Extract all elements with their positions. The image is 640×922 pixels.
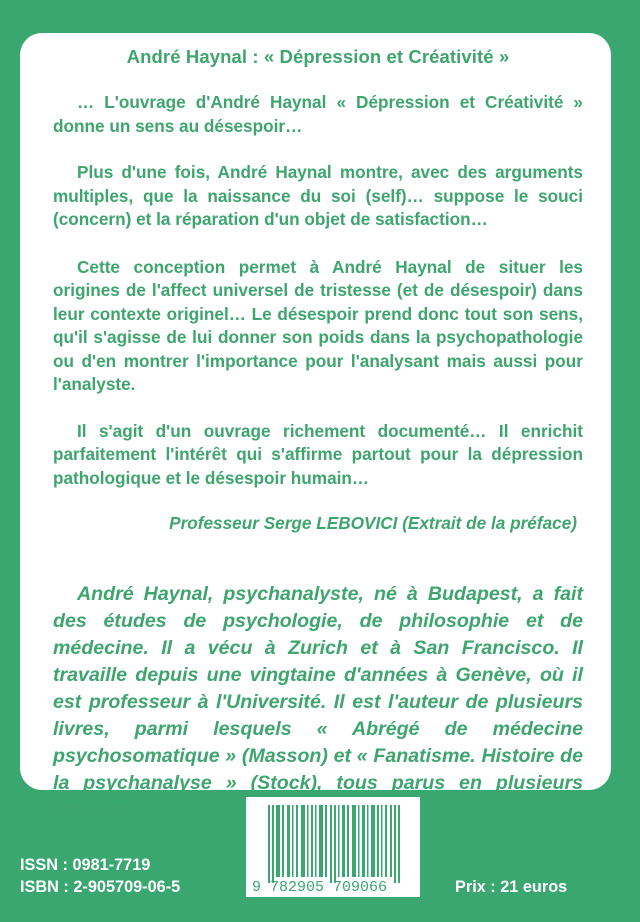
preface-attribution: Professeur Serge LEBOVICI (Extrait de la préface) bbox=[169, 513, 577, 533]
barcode-icon bbox=[246, 797, 420, 897]
review-paragraph-4: Il s'agit d'un ouvrage richement documenté… Il enrichit parfaitement l'intérêt qui s'affirme partout pour la dépression pathologique et le désespoir humain… bbox=[53, 420, 583, 488]
book-title: André Haynal : « Dépression et Créativité » bbox=[126, 46, 510, 67]
ean-barcode bbox=[246, 797, 420, 897]
barcode-digits: 9 782905 709066 bbox=[252, 879, 388, 896]
issn-text: ISSN : 0981-7719 bbox=[20, 856, 151, 874]
review-paragraph-3: Cette conception permet à André Haynal de situer les origines de l'affect universel de tristesse (et de désespoir) dans leur contexte originel… Le désespoir prend donc tout son sens, qu'il s'agisse de lui donner son poids dans la psychopathologie ou d'en montrer l'importance pour l'analysant mais aussi pour l'analyste. bbox=[53, 256, 583, 394]
isbn-text: ISBN : 2-905709-06-5 bbox=[20, 878, 181, 896]
review-paragraph-1: … L'ouvrage d'André Haynal « Dépression et Créativité » donne un sens au désespoir… bbox=[53, 92, 583, 136]
author-bio: André Haynal, psychanalyste, né à Budapest, a fait des études de psychologie, de philosophie et de médecine. Il a vécu à Zurich et à San Francisco. Il travaille depuis une vingtaine d'années à Genève, où il est professeur à l'Université. Il est l'auteur de plusieurs livres, parmi lesquels « Abrégé de médecine psychosomatique » (Masson) et « Fanatisme. Histoire de la psychanalyse » (Stock), tous parus en plusieurs langues. bbox=[53, 583, 583, 821]
back-cover-panel bbox=[20, 33, 611, 821]
publication-identifiers bbox=[20, 854, 180, 898]
review-paragraph-2: Plus d'une fois, André Haynal montre, avec des arguments multiples, que la naissance du soi (self)… suppose le souci (concern) et la réparation d'un objet de satisfaction… bbox=[53, 162, 583, 229]
price-text: Prix : 21 euros bbox=[455, 878, 568, 896]
